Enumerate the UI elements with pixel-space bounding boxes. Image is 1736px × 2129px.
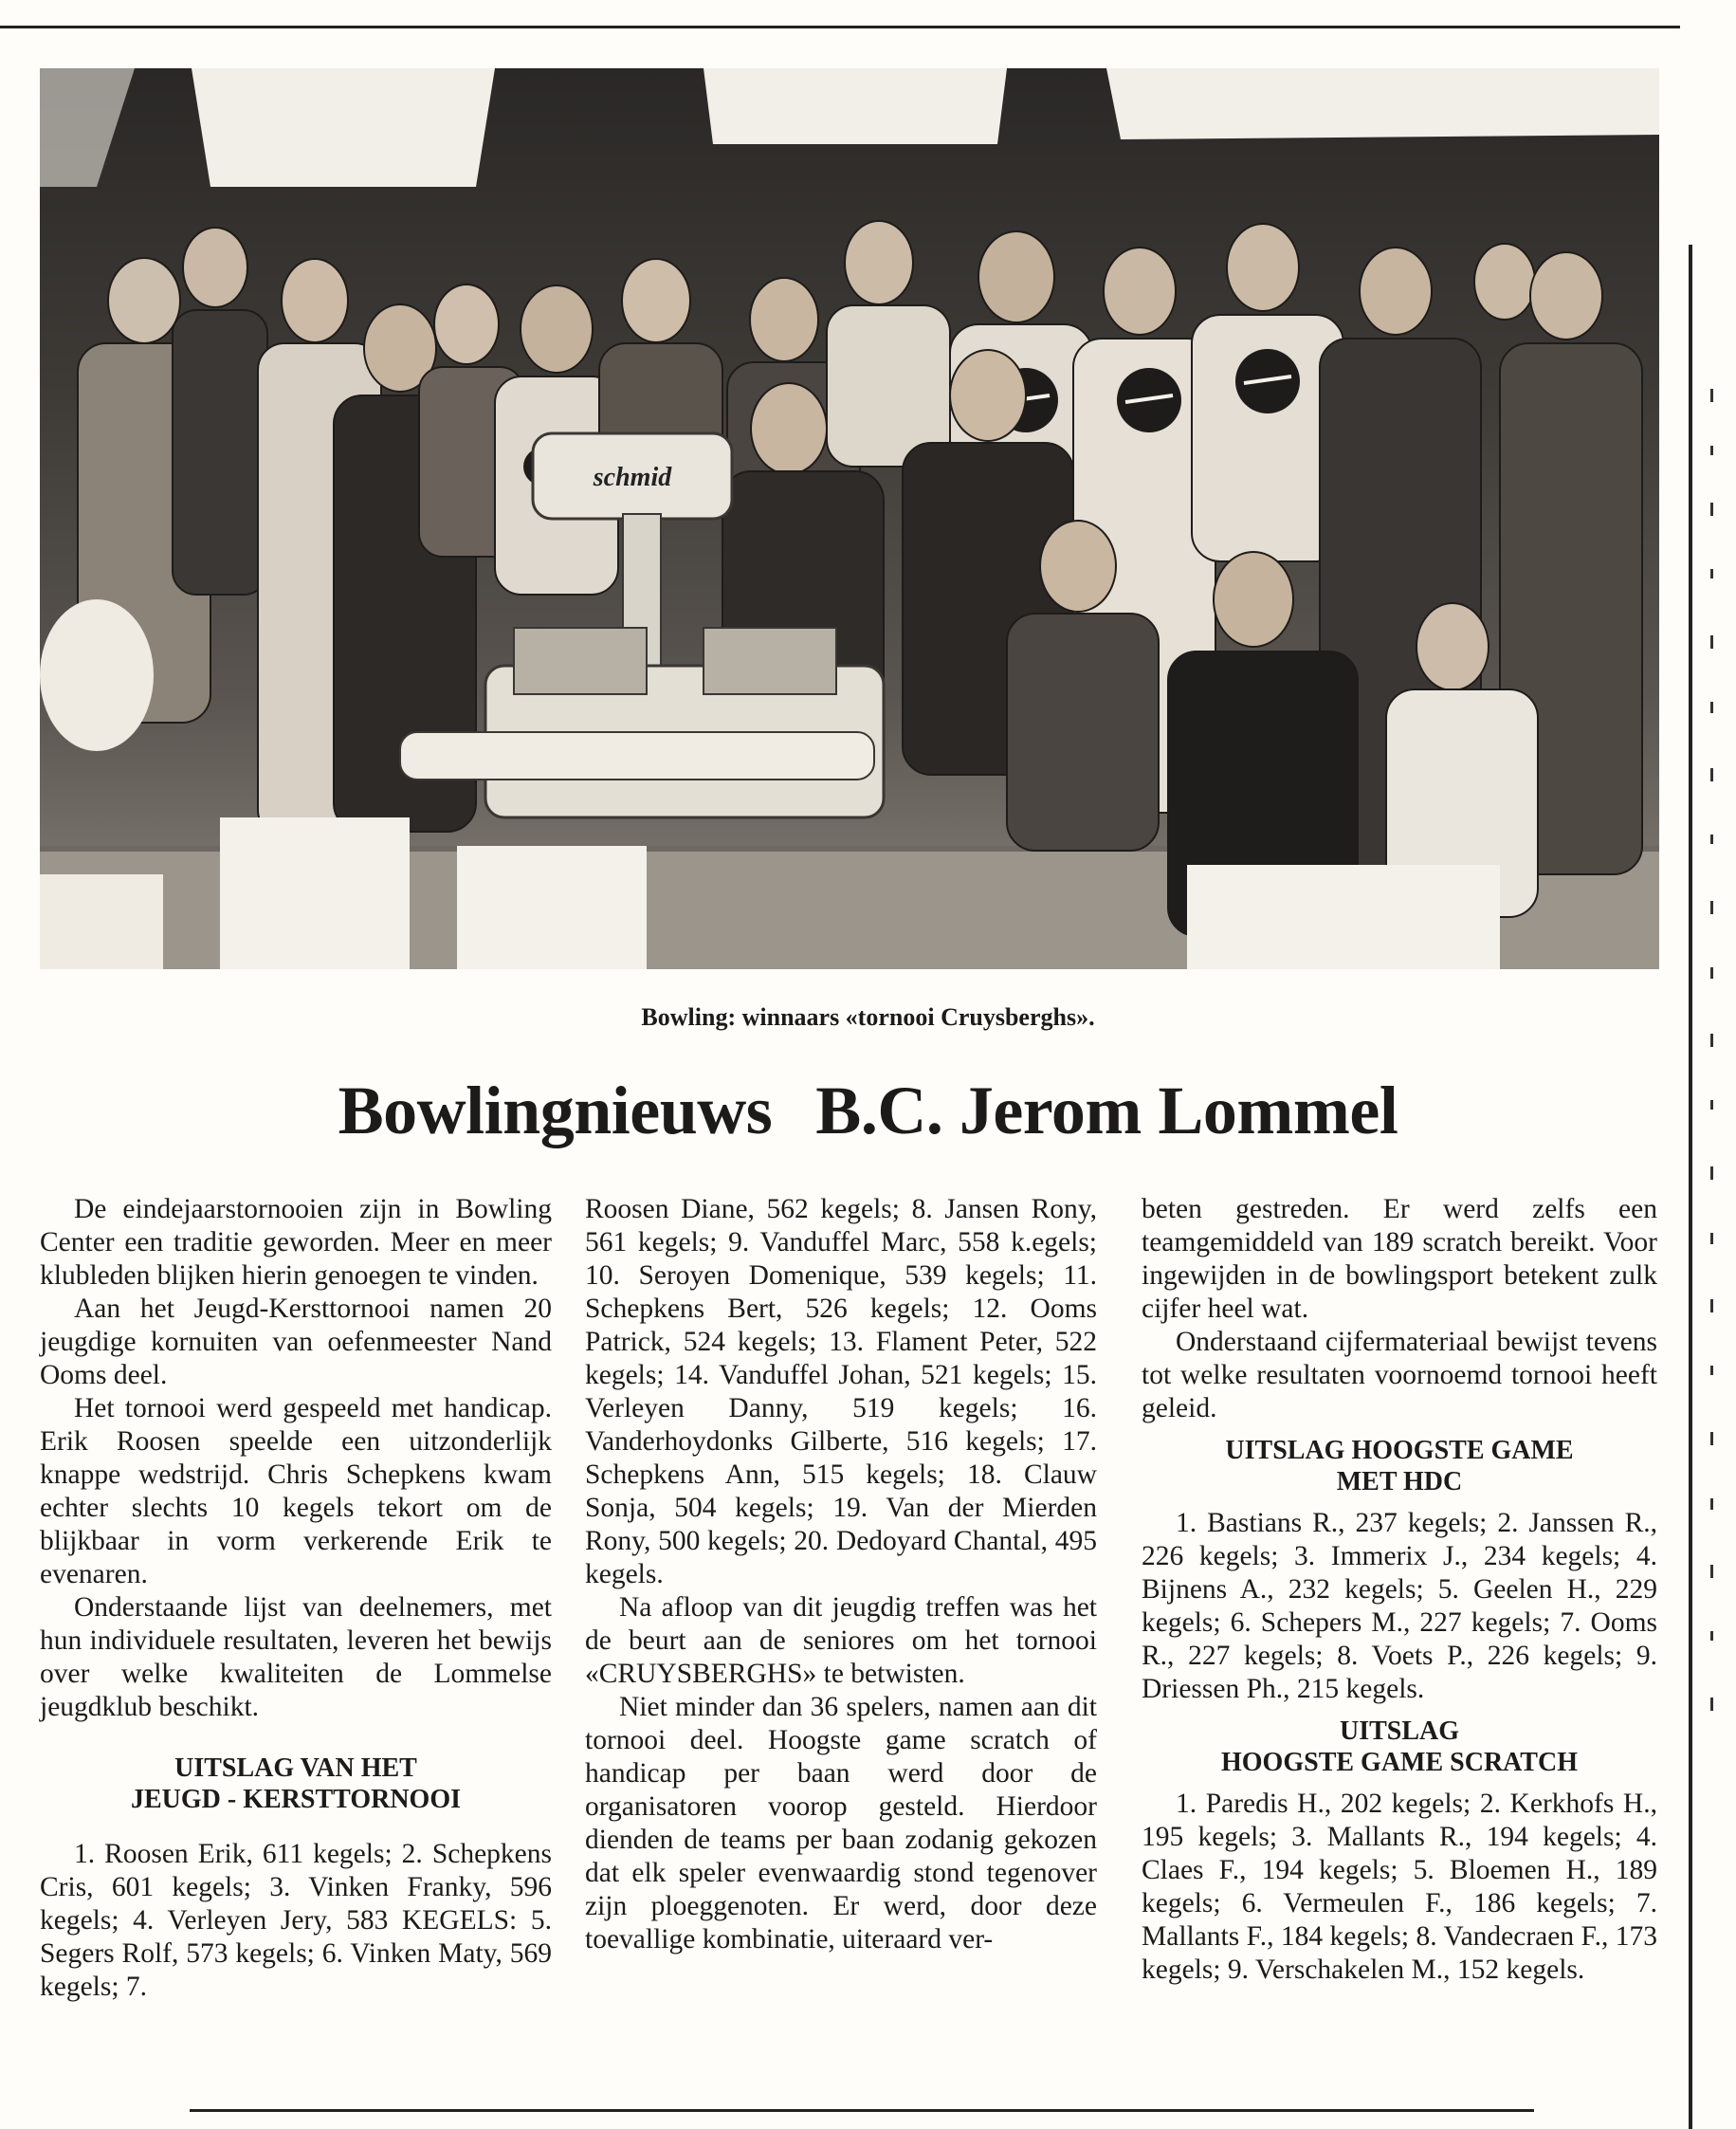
paragraph: Onderstaande lijst van deelnemers, met hun individuele resultaten, leveren het bewijs over welke kwaliteiten de Lommelse jeugdklub beschikt. <box>40 1592 552 1722</box>
section-heading-youth-results: UITSLAG VAN HET JEUGD - KERSTTORNOOI <box>131 1753 461 1814</box>
section-heading-scratch: UITSLAG HOOGSTE GAME SCRATCH <box>1221 1716 1578 1777</box>
article-headline <box>0 1072 1736 1150</box>
results-list: 1. Bastians R., 237 kegels; 2. Janssen R., 226 kegels; 3. Immerix J., 234 kegels; 4. Bijnens A., 232 kegels; 5. Geelen H., 229 kegels; 6. Schepers M., 227 kegels; 7. Ooms R., 227 kegels; 8. Voets P., 226 kegels; 9. Driessen Ph., 215 kegels. <box>1142 1508 1657 1704</box>
paragraph: Aan het Jeugd-Kersttornooi namen 20 jeugdige kornuiten van oefenmeester Nand Ooms deel. <box>40 1294 552 1390</box>
headline-part2: B.C. Jerom Lommel <box>815 1073 1398 1148</box>
team-photo <box>40 68 1659 969</box>
paragraph: De eindejaarstornooien zijn in Bowling Center een traditie geworden. Meer en meer klubleden blijken hierin genoegen te vinden. <box>40 1194 552 1291</box>
team-photo-illustration <box>40 68 1659 969</box>
article-column-2 <box>585 1193 1097 1956</box>
photo-caption: Bowling: winnaars «tornooi Cruysberghs». <box>641 1003 1095 1031</box>
paragraph: Het tornooi werd gespeeld met handicap. Erik Roosen speelde een uitzonderlijk knappe wedstrijd. Chris Schepkens kwam echter slechts 10 kegels tekort om de blijkbaar in vorm verkerende Erik te evenaren. <box>40 1393 552 1589</box>
article-column-1 <box>40 1193 552 2004</box>
section-heading-hdc: UITSLAG HOOGSTE GAME MET HDC <box>1225 1436 1574 1496</box>
paragraph: Na afloop van dit jeugdig treffen was het de beurt aan de seniores om het tornooi «CRUYSBERGHS» te betwisten. <box>585 1592 1097 1689</box>
paragraph: Niet minder dan 36 spelers, namen aan dit tornooi deel. Hoogste game scratch of handicap per baan werd door de organisatoren voorop gesteld. Hierdoor dienden de teams per baan zodanig gekozen dat elk speler evenwaardig stond tegenover zijn ploeggenoten. Er werd, door deze toevallige kombinatie, uiteraard ver- <box>585 1692 1097 1955</box>
top-rule <box>0 26 1680 28</box>
results-list: 1. Paredis H., 202 kegels; 2. Kerkhofs H., 195 kegels; 3. Mallants R., 194 kegels; 4. Claes F., 194 kegels; 5. Bloemen H., 189 kegels; 6. Vermeulen F., 186 kegels; 7. Mallants F., 184 kegels; 8. Vandecraen F., 173 kegels; 9. Verschakelen M., 152 kegels. <box>1142 1789 1657 1985</box>
article-column-3 <box>1142 1193 1657 1987</box>
paragraph: Onderstaand cijfermateriaal bewijst tevens tot welke resultaten voornoemd tornooi heeft geleid. <box>1142 1327 1657 1423</box>
paragraph-continued: beten gestreden. Er werd zelfs een teamgemiddeld van 189 scratch bereikt. Voor ingewijden in de bowlingsport betekent zulk cijfer heel wat. <box>1142 1194 1657 1324</box>
bottom-rule <box>190 2109 1534 2112</box>
results-list-continued: Roosen Diane, 562 kegels; 8. Jansen Rony, 561 kegels; 9. Vanduffel Marc, 558 k.egels; 10. Seroyen Domenique, 539 kegels; 11. Schepkens Bert, 526 kegels; 12. Ooms Patrick, 524 kegels; 13. Flament Peter, 522 kegels; 14. Vanduffel Johan, 521 kegels; 15. Verleyen Danny, 519 kegels; 16. Vanderhoydonks Gilberte, 516 kegels; 17. Schepkens Ann, 515 kegels; 18. Clauw Sonja, 504 kegels; 19. Van der Mierden Rony, 500 kegels; 20. Dedoyard Chantal, 495 kegels. <box>585 1194 1097 1589</box>
right-column-rule <box>1689 245 1692 2129</box>
headline-part1: Bowlingnieuws <box>338 1073 773 1148</box>
results-list: 1. Roosen Erik, 611 kegels; 2. Schepkens Cris, 601 kegels; 3. Vinken Franky, 596 kegels; 4. Verleyen Jery, 583 KEGELS: 5. Segers Rolf, 573 kegels; 6. Vinken Maty, 569 kegels; 7. <box>40 1839 552 2002</box>
machine-label: schmid <box>593 463 672 492</box>
